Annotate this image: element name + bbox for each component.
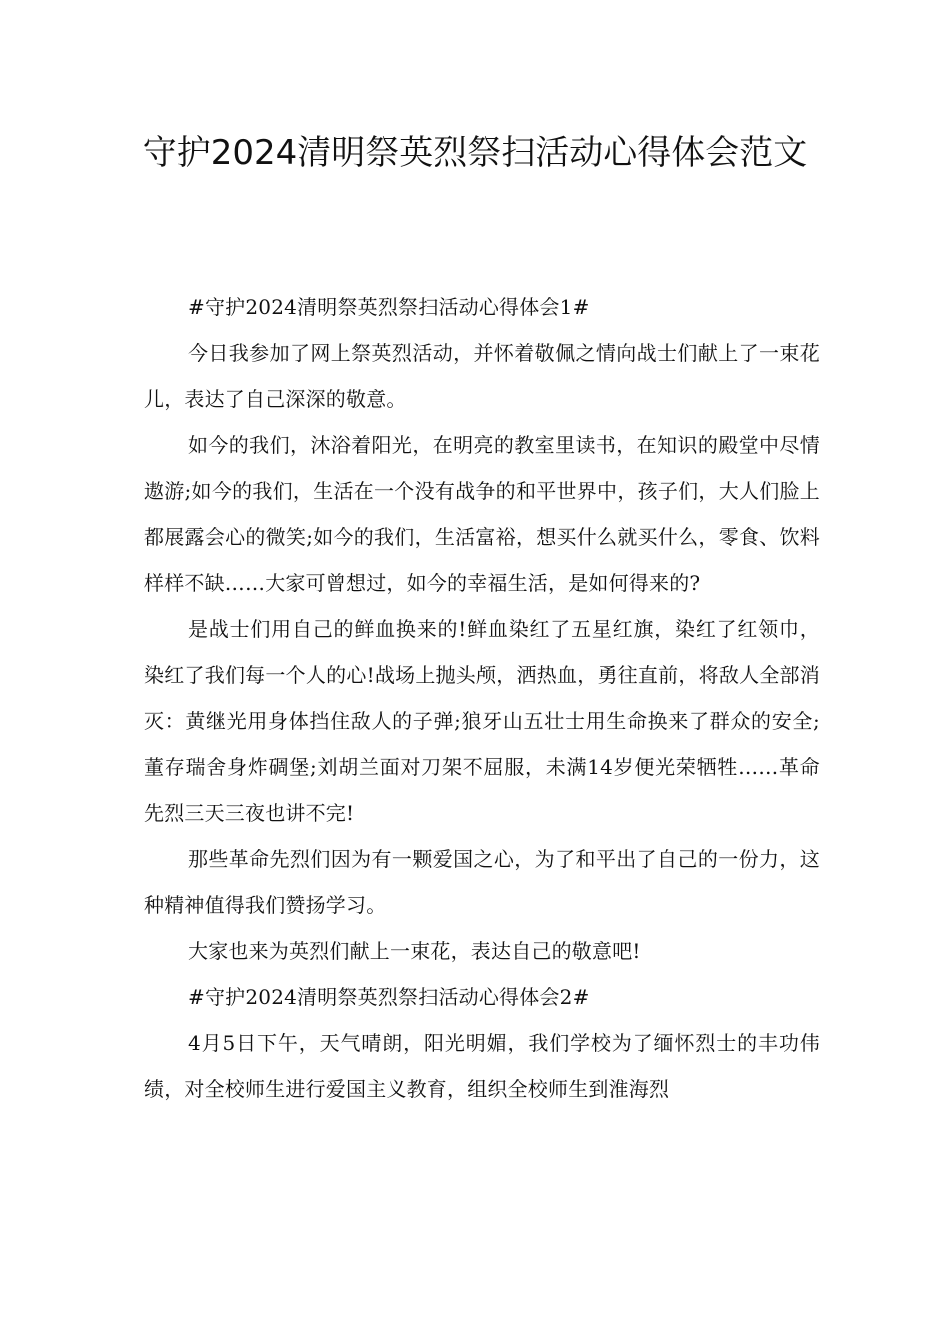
paragraph: 4月5日下午，天气晴朗，阳光明媚，我们学校为了缅怀烈士的丰功伟绩，对全校师生进行爱国主义教育，组织全校师生到淮海烈 bbox=[144, 1031, 820, 1101]
section-heading-2: #守护2024清明祭英烈祭扫活动心得体会2# bbox=[188, 985, 590, 1009]
paragraph: 今日我参加了网上祭英烈活动，并怀着敬佩之情向战士们献上了一束花儿，表达了自己深深的敬意。 bbox=[144, 341, 820, 411]
paragraph: 如今的我们，沐浴着阳光，在明亮的教室里读书，在知识的殿堂中尽情遨游;如今的我们，生活在一个没有战争的和平世界中，孩子们，大人们脸上都展露会心的微笑;如今的我们，生活富裕，想买什么就买什么，零食、饮料样样不缺……大家可曾想过，如今的幸福生活，是如何得来的? bbox=[144, 433, 820, 595]
document-title: 守护2024清明祭英烈祭扫活动心得体会范文 bbox=[142, 133, 808, 173]
document-body bbox=[144, 284, 820, 1112]
paragraph: 大家也来为英烈们献上一束花，表达自己的敬意吧! bbox=[188, 939, 641, 963]
paragraph: 是战士们用自己的鲜血换来的!鲜血染红了五星红旗，染红了红领巾，染红了我们每一个人的心!战场上抛头颅，洒热血，勇往直前，将敌人全部消灭：黄继光用身体挡住敌人的子弹;狼牙山五壮士用生命换来了群众的安全;董存瑞舍身炸碉堡;刘胡兰面对刀架不屈服，未满14岁便光荣牺牲……革命先烈三天三夜也讲不完! bbox=[144, 617, 820, 825]
paragraph: 那些革命先烈们因为有一颗爱国之心，为了和平出了自己的一份力，这种精神值得我们赞扬学习。 bbox=[144, 847, 820, 917]
section-heading-1: #守护2024清明祭英烈祭扫活动心得体会1# bbox=[188, 295, 590, 319]
